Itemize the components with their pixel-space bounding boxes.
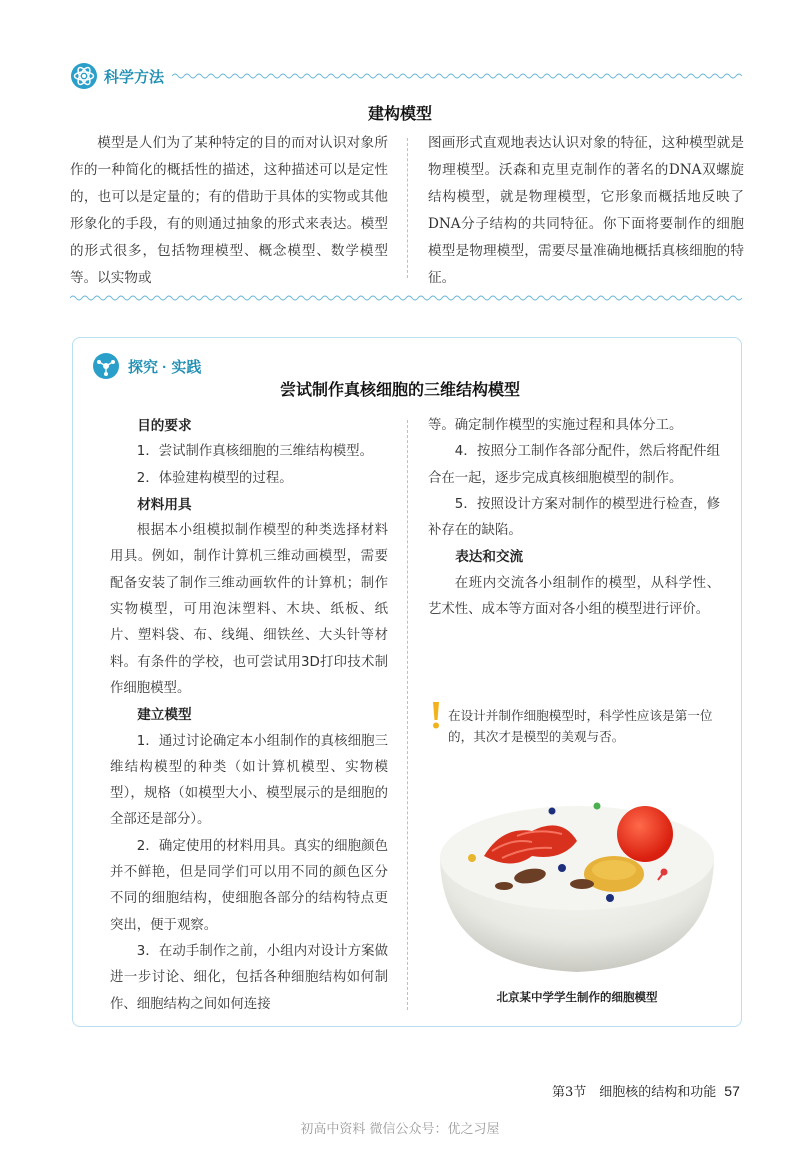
build-step-3: 3．在动手制作之前，小组内对设计方案做进一步讨论、细化，包括各种细胞结构如何制作、细胞结构之间如何连接 [110, 943, 388, 1012]
goal-item-2: 2．体验建构模型的过程。 [136, 470, 293, 486]
science-method-header [70, 62, 742, 92]
method-title: 建构模型 [367, 106, 432, 123]
watermark: 初高中资料 微信公众号：优之习屋 [300, 1122, 500, 1137]
network-icon [92, 352, 120, 380]
tip-text: 在设计并制作细胞模型时，科学性应该是第一位的，其次才是模型的美观与否。 [448, 709, 713, 744]
build-step-1: 1．通过讨论确定本小组制作的真核细胞三维结构模型的种类（如计算机模型、实物模型），规格（如模型大小、模型展示的是细胞的全部还是部分）。 [110, 733, 388, 828]
page-footer [552, 1081, 740, 1100]
science-method-label: 科学方法 [104, 69, 165, 86]
wavy-divider-bottom [70, 294, 742, 302]
column-divider [407, 420, 408, 1010]
goal-heading: 目的要求 [137, 418, 192, 433]
column-divider [407, 138, 408, 278]
atom-icon [70, 62, 98, 90]
goal-item-1: 1．尝试制作真核细胞的三维结构模型。 [136, 444, 373, 460]
build-step-3-continued: 等。确定制作模型的实施过程和具体分工。 [428, 418, 683, 433]
build-heading: 建立模型 [137, 707, 192, 723]
method-text-right: 图画形式直观地表达认识对象的特征，这种模型就是物理模型。沃森和克里克制作的著名的DNA双螺旋结构模型，就是物理模型，它形象而概括地反映了DNA分子结构的共同特征。你下面将要制作的细胞模型是物理模型，需要尽量准确地概括真核细胞的特征。 [428, 135, 744, 286]
explore-left-column [110, 413, 388, 1018]
build-step-5: 5．按照设计方案对制作的模型进行检查，修补存在的缺陷。 [428, 496, 720, 539]
cell-model-photo [432, 776, 722, 972]
exchange-text: 在班内交流各小组制作的模型，从科学性、艺术性、成本等方面对各小组的模型进行评价。 [428, 575, 720, 618]
materials-text: 根据本小组模拟制作模型的种类选择材料用具。例如，制作计算机三维动画模型，需要配备安装了制作三维动画软件的计算机；制作实物模型，可用泡沫塑料、木块、纸板、纸片、塑料袋、布、线绳、细铁丝、大头针等材料。有条件的学校，也可尝试用3D打印技术制作细胞模型。 [110, 523, 388, 696]
exclamation-icon [428, 700, 444, 730]
explore-right-column [428, 413, 720, 623]
method-text-left: 模型是人们为了某种特定的目的而对认识对象所作的一种简化的概括性的描述，这种描述可以是定性的，也可以是定量的；有的借助于具体的实物或其他形象化的手段，有的则通过抽象的形式来表达。模型的形式很多，包括物理模型、概念模型、数学模型等。以实物或 [70, 135, 388, 286]
footer-section: 第3节 细胞核的结构和功能 [552, 1085, 717, 1100]
exchange-heading: 表达和交流 [455, 549, 524, 565]
build-step-2: 2．确定使用的材料用具。真实的细胞颜色并不鲜艳，但是同学们可以用不同的颜色区分不同的细胞结构，使细胞各部分的结构特点更突出，便于观察。 [110, 838, 388, 933]
page-number: 57 [724, 1083, 740, 1099]
wavy-divider [172, 72, 742, 80]
photo-caption: 北京某中学学生制作的细胞模型 [496, 992, 658, 1004]
materials-heading: 材料用具 [137, 496, 192, 512]
explore-title: 尝试制作真核细胞的三维结构模型 [279, 382, 520, 399]
build-step-4: 4．按照分工制作各部分配件，然后将配件组合在一起，逐步完成真核细胞模型的制作。 [428, 444, 720, 486]
explore-practice-label: 探究 · 实践 [128, 359, 202, 376]
